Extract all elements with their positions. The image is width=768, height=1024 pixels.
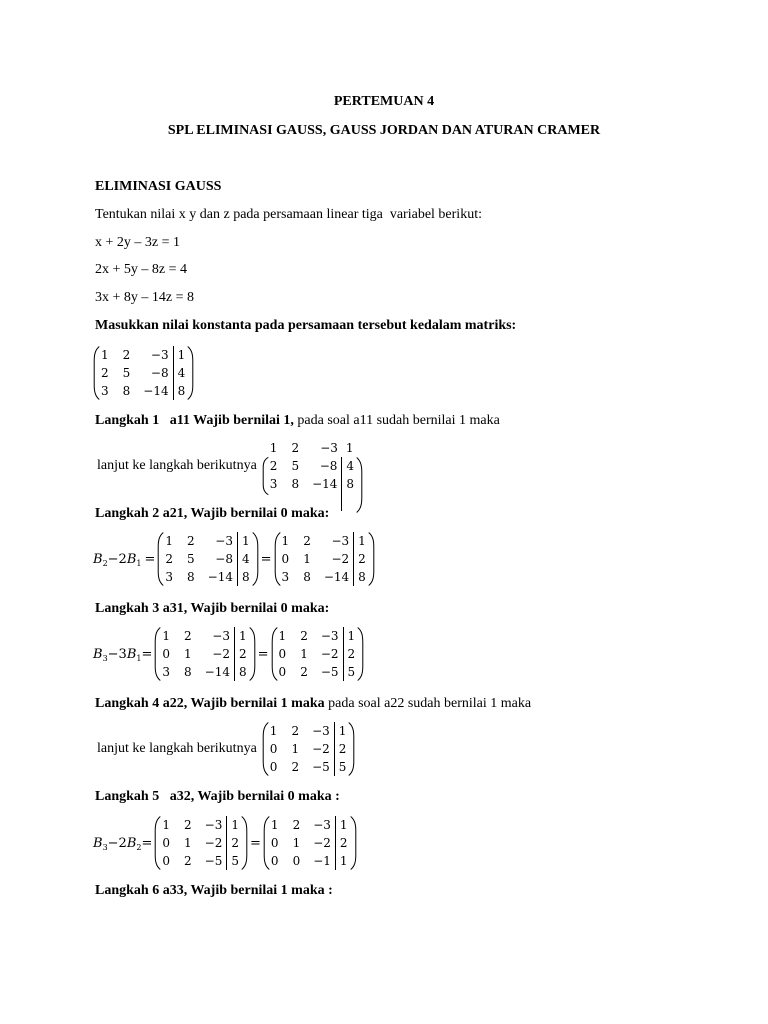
- equals-sign: =: [144, 551, 156, 567]
- matrix-coefficient: 5: [122, 366, 131, 380]
- row-index: 3: [102, 653, 108, 663]
- matrix-row: [100, 346, 187, 364]
- step-1-matrix: [262, 439, 363, 513]
- matrix-coefficient: 1: [270, 818, 279, 832]
- equals-sign: =: [257, 646, 269, 662]
- augmented-matrix: [93, 346, 194, 400]
- step-label: Langkah 1 a11 Wajib bernilai 1,: [95, 413, 294, 428]
- matrix-constant: 2: [343, 645, 357, 663]
- matrix-coefficient: −2: [312, 742, 330, 756]
- matrix-coefficient: −5: [320, 665, 339, 679]
- matrix-after: [274, 532, 375, 586]
- right-paren: [249, 627, 256, 681]
- left-paren: [274, 532, 281, 586]
- matrix-constant: 1: [334, 722, 348, 740]
- step-note: pada soal a22 sudah bernilai 1 maka: [324, 696, 532, 711]
- matrix-constant: 5: [334, 758, 348, 776]
- row-operation: [93, 647, 152, 662]
- right-paren: [348, 722, 355, 776]
- right-paren: [252, 532, 259, 586]
- row-symbol: B: [126, 551, 137, 567]
- matrix-coefficient: 3: [165, 570, 174, 584]
- matrix-coefficient: 2: [184, 854, 192, 868]
- matrix-coefficient: −3: [312, 724, 330, 738]
- matrix-coefficient: −3: [320, 441, 338, 455]
- augment-bar-segment: [342, 493, 356, 511]
- matrix-grid: [281, 532, 368, 586]
- matrix-coefficient: 2: [184, 629, 192, 643]
- matrix-row: [269, 740, 349, 758]
- matrix-coefficient: 8: [187, 570, 195, 584]
- matrix-coefficient: 0: [270, 836, 279, 850]
- matrix-constant: 1: [335, 852, 349, 870]
- matrix-row: [164, 568, 251, 586]
- matrix-constant: 1: [354, 532, 368, 550]
- matrix-coefficient: 1: [281, 534, 290, 548]
- matrix-coefficient: 3: [281, 570, 290, 584]
- left-paren: [263, 816, 270, 870]
- matrix-constant: 2: [227, 834, 241, 852]
- matrix-constant: 8: [235, 663, 249, 681]
- matrix-grid: [161, 627, 248, 681]
- matrix-coefficient: 5: [187, 552, 195, 566]
- matrix-constant: 8: [238, 568, 252, 586]
- left-paren: [271, 627, 278, 681]
- matrix-coefficient: 2: [303, 534, 311, 548]
- matrix-coefficient: 2: [300, 665, 308, 679]
- matrix-coefficient: −3: [215, 534, 233, 548]
- matrix-row: [164, 550, 251, 568]
- step-4-body: [97, 722, 355, 776]
- right-paren: [356, 457, 363, 513]
- matrix-coefficient: −3: [320, 629, 339, 643]
- matrix-constant: 1: [235, 627, 249, 645]
- left-paren: [93, 346, 100, 400]
- matrix-row: [269, 722, 349, 740]
- matrix-coefficient: −8: [150, 366, 169, 380]
- equals-sign: =: [141, 646, 153, 662]
- row-symbol: B: [126, 646, 137, 662]
- matrix-row: [278, 663, 358, 681]
- matrix-grid: [270, 816, 350, 870]
- matrix-row: [161, 627, 248, 645]
- matrix-coefficient: 1: [184, 647, 192, 661]
- matrix-row: [281, 568, 368, 586]
- matrix-grid: [269, 439, 356, 511]
- matrix-row: [164, 532, 251, 550]
- matrix-coefficient: 8: [122, 384, 131, 398]
- matrix-constant: 2: [235, 645, 249, 663]
- step-4-matrix: [262, 722, 356, 776]
- matrix-constant: 8: [354, 568, 368, 586]
- row-operation: [93, 552, 155, 567]
- right-paren: [368, 532, 375, 586]
- matrix-grid: [278, 627, 358, 681]
- matrix-coefficient: 5: [291, 459, 300, 473]
- matrix-row: [269, 758, 349, 776]
- matrix-coefficient: 1: [291, 742, 300, 756]
- matrix-constant: 2: [334, 740, 348, 758]
- step-1-heading: [95, 413, 500, 429]
- matrix-coefficient: −3: [204, 818, 223, 832]
- matrix-row: [269, 457, 356, 475]
- matrix-coefficient: 1: [269, 724, 278, 738]
- matrix-coefficient: −3: [313, 818, 331, 832]
- matrix-coefficient: 1: [162, 818, 171, 832]
- matrix-row: [278, 645, 358, 663]
- matrix-grid: [100, 346, 187, 400]
- matrix-coefficient: 2: [187, 534, 195, 548]
- matrix-row: [269, 439, 356, 457]
- matrix-row: [161, 834, 241, 852]
- matrix-coefficient: 2: [165, 552, 174, 566]
- step-lead-text: lanjut ke langkah berikutnya: [97, 741, 257, 756]
- row-index: 1: [136, 653, 142, 663]
- matrix-coefficient: 1: [300, 647, 308, 661]
- left-paren: [262, 457, 269, 495]
- matrix-coefficient: 0: [269, 742, 278, 756]
- step-3-expression: [93, 627, 364, 681]
- row-index: 2: [136, 842, 142, 852]
- step-label: Langkah 4 a22, Wajib bernilai 1 maka: [95, 696, 325, 711]
- step-2-expression: [93, 532, 375, 586]
- right-paren: [357, 627, 364, 681]
- matrix-grid: [164, 532, 251, 586]
- matrix-row: [270, 816, 350, 834]
- step-5-heading: Langkah 5 a32, Wajib bernilai 0 maka :: [95, 789, 340, 804]
- matrix-coefficient: −14: [204, 665, 230, 679]
- matrix-constant: 4: [342, 457, 356, 475]
- matrix-constant: 1: [343, 627, 357, 645]
- matrix-prompt: Masukkan nilai konstanta pada persamaan tersebut kedalam matriks:: [95, 318, 517, 333]
- matrix-coefficient: 0: [162, 854, 171, 868]
- matrix-row: [100, 382, 187, 400]
- row-factor: −3: [107, 646, 127, 662]
- matrix-coefficient: 1: [184, 836, 192, 850]
- step-2-heading: Langkah 2 a21, Wajib bernilai 0 maka:: [95, 506, 330, 521]
- row-operation: [93, 836, 152, 851]
- left-paren: [154, 627, 161, 681]
- matrix-coefficient: 0: [162, 647, 171, 661]
- left-paren: [262, 722, 269, 776]
- matrix-constant: 8: [342, 475, 356, 493]
- matrix-row: [161, 852, 241, 870]
- matrix-coefficient: 0: [278, 665, 287, 679]
- matrix-coefficient: −14: [207, 570, 233, 584]
- matrix-row: [278, 627, 358, 645]
- section-heading: ELIMINASI GAUSS: [95, 179, 222, 194]
- matrix-coefficient: 8: [291, 477, 300, 491]
- matrix-coefficient: 0: [278, 647, 287, 661]
- row-symbol: B: [93, 646, 103, 662]
- right-paren: [187, 346, 194, 400]
- matrix-coefficient: −2: [320, 647, 339, 661]
- matrix-row: [161, 645, 248, 663]
- equation-3: 3x + 8y – 14z = 8: [95, 290, 195, 305]
- matrix-constant: 1: [335, 816, 349, 834]
- matrix-coefficient: 1: [269, 441, 278, 455]
- left-paren: [157, 532, 164, 586]
- matrix-coefficient: −5: [312, 760, 330, 774]
- matrix-coefficient: 1: [278, 629, 287, 643]
- step-4-heading: [95, 696, 531, 712]
- right-paren: [350, 816, 357, 870]
- matrix-coefficient: 1: [303, 552, 311, 566]
- matrix-coefficient: −8: [215, 552, 233, 566]
- step-3-heading: Langkah 3 a31, Wajib bernilai 0 maka:: [95, 601, 330, 616]
- matrix-coefficient: 2: [291, 724, 300, 738]
- matrix-coefficient: −2: [212, 647, 230, 661]
- matrix-row: [161, 663, 248, 681]
- matrix-row: [161, 816, 241, 834]
- matrix-coefficient: 2: [184, 818, 192, 832]
- row-symbol: B: [93, 835, 103, 851]
- matrix-coefficient: 2: [292, 818, 301, 832]
- left-paren: [154, 816, 161, 870]
- matrix-coefficient: 1: [101, 348, 109, 362]
- matrix-row: [281, 550, 368, 568]
- matrix-constant: 1: [238, 532, 252, 550]
- matrix-row: [270, 834, 350, 852]
- equals-sign: =: [141, 835, 153, 851]
- page-subtitle: SPL ELIMINASI GAUSS, GAUSS JORDAN DAN ATURAN CRAMER: [167, 123, 601, 138]
- matrix-after: [263, 816, 357, 870]
- row-factor: −2: [107, 551, 127, 567]
- matrix-coefficient: 3: [269, 477, 278, 491]
- matrix-coefficient: 0: [162, 836, 171, 850]
- equals-sign: =: [250, 835, 261, 851]
- matrix-coefficient: −3: [331, 534, 350, 548]
- matrix-before: [157, 532, 258, 586]
- matrix-constant: 1: [227, 816, 241, 834]
- matrix-coefficient: −3: [212, 629, 230, 643]
- matrix-coefficient: 1: [162, 629, 171, 643]
- page-title: PERTEMUAN 4: [333, 94, 435, 109]
- matrix-coefficient: 0: [270, 854, 279, 868]
- matrix-coefficient: 1: [292, 836, 301, 850]
- matrix-coefficient: −14: [143, 384, 169, 398]
- step-lead-text: lanjut ke langkah berikutnya: [97, 458, 257, 473]
- matrix-grid: [269, 722, 349, 776]
- matrix-row: [270, 852, 350, 870]
- matrix-coefficient: 8: [184, 665, 192, 679]
- matrix-coefficient: 2: [300, 629, 308, 643]
- matrix-constant: 1: [173, 346, 187, 364]
- matrix-coefficient: 2: [269, 459, 278, 473]
- matrix-coefficient: −1: [313, 854, 331, 868]
- row-factor: −2: [107, 835, 127, 851]
- equals-sign: =: [260, 551, 272, 567]
- row-symbol: B: [93, 551, 103, 567]
- matrix-constant: 2: [354, 550, 368, 568]
- matrix-before: [154, 627, 255, 681]
- matrix-coefficient: −5: [204, 854, 223, 868]
- matrix-coefficient: −14: [323, 570, 350, 584]
- matrix-coefficient: 2: [291, 760, 300, 774]
- matrix-before: [154, 816, 248, 870]
- matrix-coefficient: 1: [165, 534, 174, 548]
- intro-text: Tentukan nilai x y dan z pada persamaan linear tiga variabel berikut:: [95, 207, 482, 222]
- row-index: 3: [102, 842, 108, 852]
- equation-2: 2x + 5y – 8z = 4: [95, 262, 188, 277]
- matrix-constant: 5: [343, 663, 357, 681]
- matrix-constant: 2: [335, 834, 349, 852]
- equation-1: x + 2y – 3z = 1: [95, 235, 181, 250]
- row-symbol: B: [126, 835, 137, 851]
- matrix-row: [100, 364, 187, 382]
- right-paren: [241, 816, 248, 870]
- matrix-after: [271, 627, 365, 681]
- matrix-coefficient: −2: [313, 836, 331, 850]
- matrix-constant: 5: [227, 852, 241, 870]
- matrix-coefficient: 0: [292, 854, 301, 868]
- matrix-coefficient: −2: [331, 552, 350, 566]
- matrix-coefficient: 2: [101, 366, 109, 380]
- matrix-coefficient: 2: [122, 348, 131, 362]
- matrix-constant: 1: [345, 441, 354, 455]
- matrix-coefficient: 0: [281, 552, 290, 566]
- matrix-constant: 4: [238, 550, 252, 568]
- row-index: 1: [136, 558, 142, 568]
- step-5-expression: [93, 816, 357, 870]
- matrix-coefficient: 3: [162, 665, 171, 679]
- step-6-heading: Langkah 6 a33, Wajib bernilai 1 maka :: [95, 883, 333, 898]
- matrix-row: [269, 475, 356, 493]
- matrix-constant: 8: [173, 382, 187, 400]
- matrix-constant: 4: [173, 364, 187, 382]
- matrix-coefficient: 0: [269, 760, 278, 774]
- matrix-grid: [161, 816, 241, 870]
- matrix-coefficient: −2: [204, 836, 223, 850]
- matrix-coefficient: −3: [150, 348, 169, 362]
- matrix-coefficient: 3: [101, 384, 109, 398]
- matrix-coefficient: 2: [291, 441, 300, 455]
- row-index: 2: [102, 558, 108, 568]
- matrix-row: [281, 532, 368, 550]
- matrix-coefficient: 8: [303, 570, 311, 584]
- matrix-coefficient: −8: [319, 459, 338, 473]
- step-note: pada soal a11 sudah bernilai 1 maka: [293, 413, 500, 428]
- step-1-body: [97, 439, 363, 513]
- matrix-coefficient: −14: [312, 477, 338, 491]
